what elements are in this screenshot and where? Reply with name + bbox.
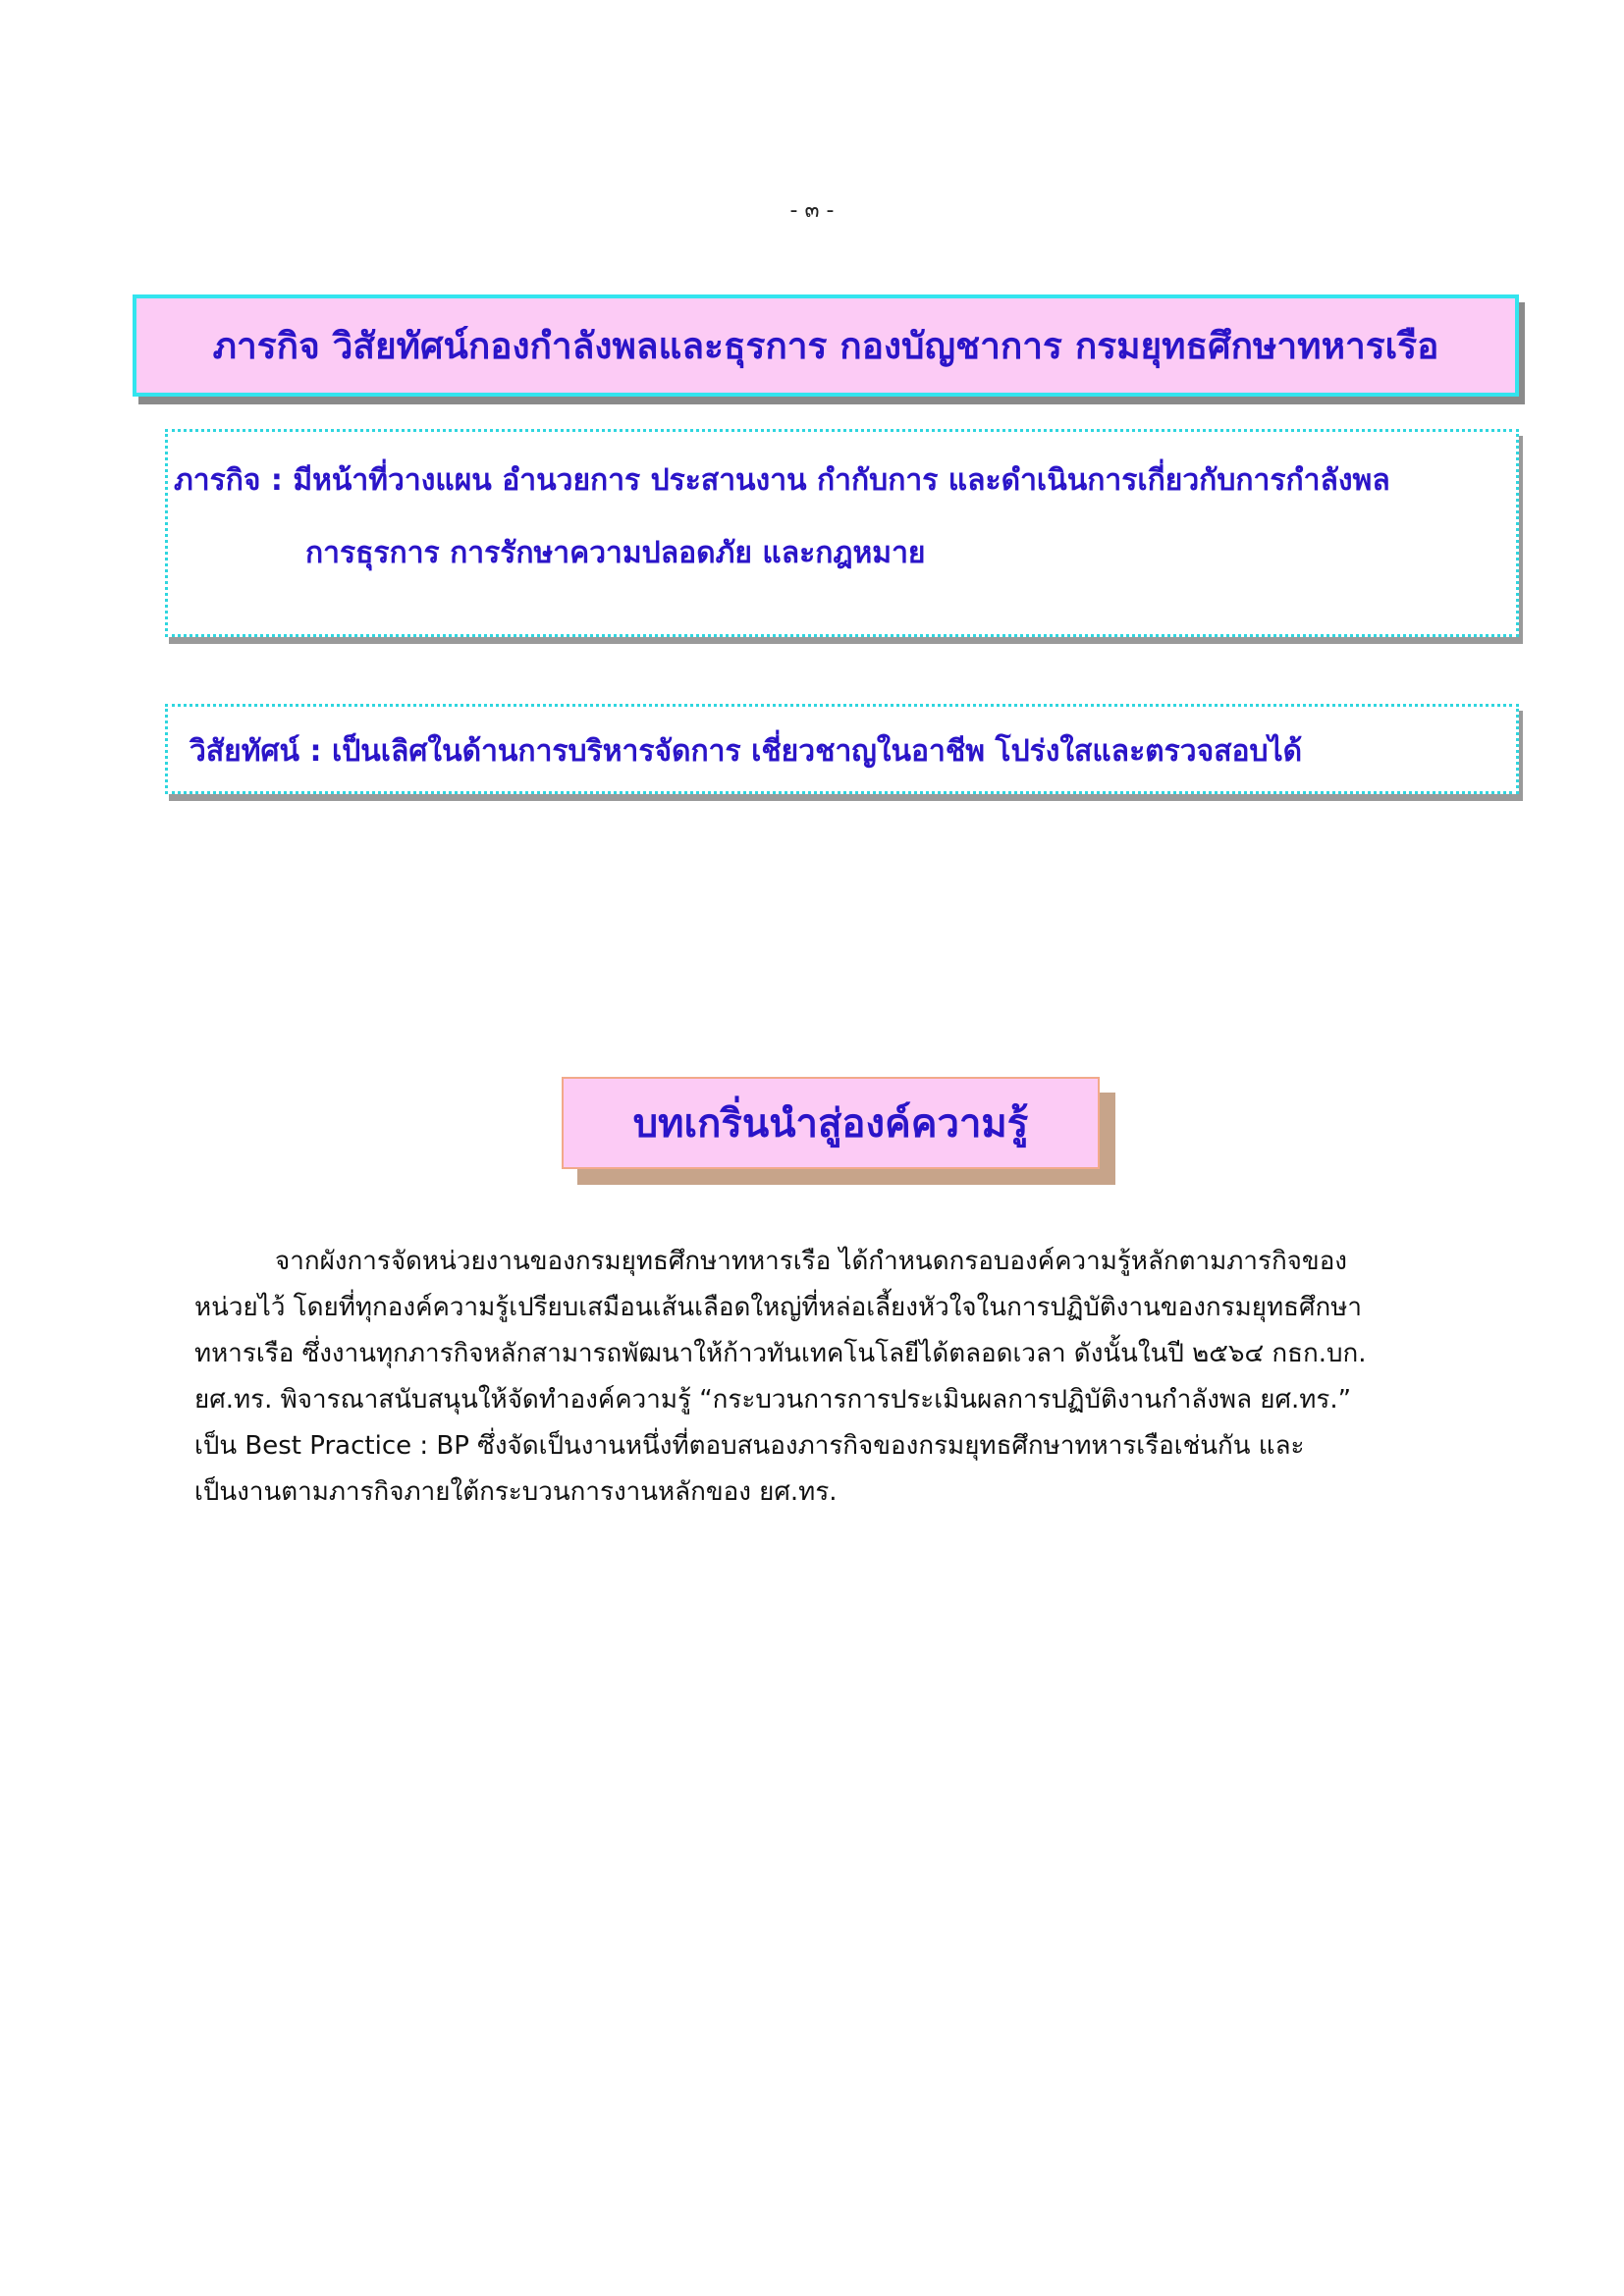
body-line: เป็น Best Practice : BP ซึ่งจัดเป็นงานหนึ่งที่ตอบสนองภารกิจของกรมยุทธศึกษาทหารเรือเช่นกัน และ [194, 1431, 1305, 1461]
page-title: ภารกิจ วิสัยทัศน์กองกำลังพลและธุรการ กองบัญชาการ กรมยุทธศึกษาทหารเรือ [212, 324, 1439, 367]
body-line: ยศ.ทร. พิจารณาสนับสนุนให้จัดทำองค์ความรู้ “กระบวนการการประเมินผลการปฏิบัติงานกำลังพล ยศ.ทร.” [194, 1385, 1352, 1415]
body-line: เป็นงานตามภารกิจภายใต้กระบวนการงานหลักของ ยศ.ทร. [194, 1477, 838, 1507]
mission-box [165, 429, 1519, 637]
section-heading: บทเกริ่นนำสู่องค์ความรู้ [632, 1101, 1029, 1147]
page-number: - ๓ - [789, 198, 835, 223]
body-paragraph [194, 1239, 1437, 1516]
body-line: จากผังการจัดหน่วยงานของกรมยุทธศึกษาทหารเรือ ได้กำหนดกรอบองค์ความรู้หลักตามภารกิจของ [275, 1247, 1347, 1276]
body-line: ทหารเรือ ซึ่งงานทุกภารกิจหลักสามารถพัฒนาให้ก้าวทันเทคโนโลยีได้ตลอดเวลา ดังนั้นในปี ๒๕๖๔ กธก.บก. [194, 1339, 1367, 1368]
section-heading-box [562, 1077, 1100, 1169]
mission-text-line-2: การธุรการ การรักษาความปลอดภัย และกฎหมาย [305, 536, 926, 570]
mission-text-line-1: ภารกิจ : มีหน้าที่วางแผน อำนวยการ ประสานงาน กำกับการ และดำเนินการเกี่ยวกับการกำลังพล [174, 463, 1390, 498]
vision-text: วิสัยทัศน์ : เป็นเลิศในด้านการบริหารจัดการ เชี่ยวชาญในอาชีพ โปร่งใสและตรวจสอบได้ [189, 734, 1303, 769]
vision-box [165, 704, 1519, 794]
body-line: หน่วยไว้ โดยที่ทุกองค์ความรู้เปรียบเสมือนเส้นเลือดใหญ่ที่หล่อเลี้ยงหัวใจในการปฏิบัติงานของกรมยุทธศึกษา [194, 1293, 1362, 1322]
title-banner [133, 294, 1519, 397]
